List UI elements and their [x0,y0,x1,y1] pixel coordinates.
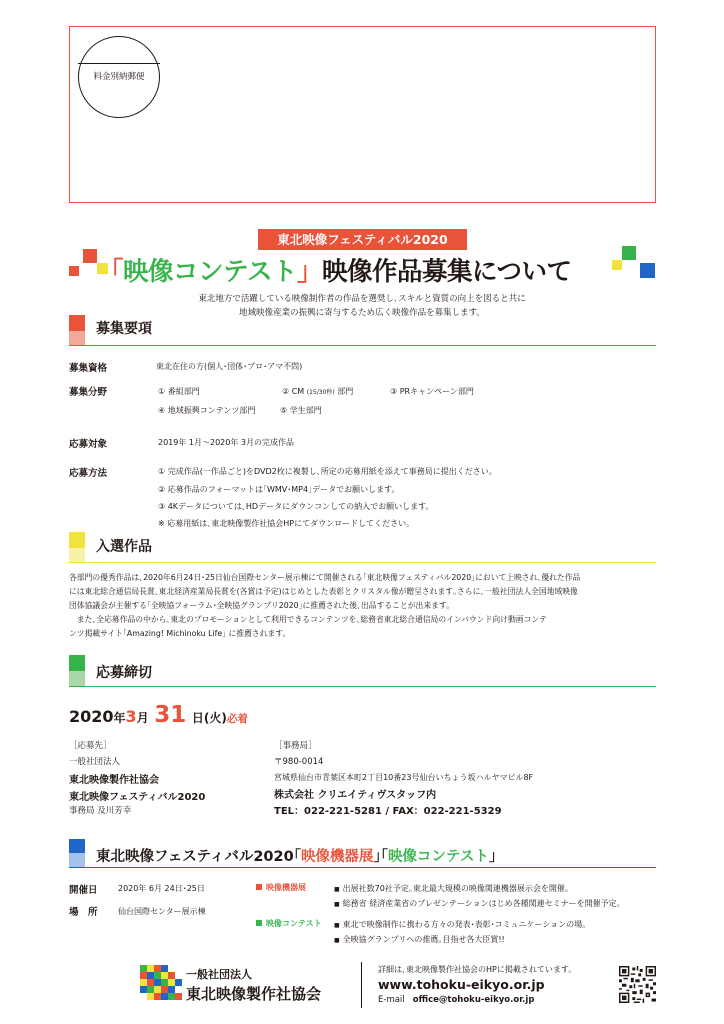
method-label: 応募方法 [69,468,108,479]
title-rest: 映像作品募集について [322,257,572,287]
category-5: ⑤ 学生部門 [280,406,322,415]
footer-email [378,995,534,1005]
festival-quote-close-1: ｣ [373,849,381,865]
contest-square-icon [256,920,262,926]
section-title-requirements: 募集要項 [96,321,152,337]
section-bar-yellow-top [69,532,85,548]
title-bracket-close: 」 [297,257,323,287]
section-line-festival [69,867,656,868]
festival-contest: 映像コンテスト [387,849,489,865]
postage-label: 料金別納郵便 [93,72,145,82]
contest-item-2: ■ 全映協グランプリへの推薦｡目指せ各大臣賞!! [334,934,505,945]
method-2: ② 応募作品のフォーマットは｢WMV･MP4｣データでお願いします。 [158,485,400,494]
category-4: ④ 地域振興コンテンツ部門 [158,406,256,415]
section-title-deadline: 応募締切 [96,665,152,681]
exhibit-category [256,882,306,893]
section-bar-blue-top [69,839,85,853]
category-1: ① 番組部門 [158,387,200,396]
title-highlight: 映像コンテスト [123,257,297,287]
method-3: ③ 4Kデータについては､HDデータにダウンコンしての納入でお願いします。 [158,502,434,511]
category-2-suffix: 部門 [337,387,354,396]
section-line-selection [69,562,656,563]
contact-left-org-type: 一般社団法人 [69,757,121,767]
exhibit-item-1: ■ 出展社数70社予定｡東北最大規模の映像関連機器展示会を開催。 [334,883,573,894]
selection-line-5: ンツ掲載サイト｢Amazing! Michinoku Life｣ に推薦されます。 [69,629,291,638]
contest-category [256,918,322,929]
section-line-deadline [69,686,656,687]
contact-right-address: 宮城県仙台市青葉区本町2丁目10番23号仙台いちょう坂ハルヤマビル8F [274,773,534,782]
contest-category-label: 映像コンテスト [266,919,322,928]
deadline-weekday: (火) [203,711,227,725]
deadline-day-unit: 日 [191,711,204,725]
method-note: ※ 応募用紙は､東北映像製作社協会HPにてダウンロードしてください。 [158,519,415,528]
postage-stamp-line [78,63,160,64]
deadline-year: 2020 [69,707,114,726]
intro-line-1: 東北地方で活躍している映像制作者の作品を選奨し､スキルと資質の向上を図ると共に [198,294,526,304]
categories-label: 募集分野 [69,387,108,398]
footer-note: 詳細は､東北映像製作社協会のHPに掲載されています。 [378,965,577,974]
festival-title-prefix: 東北映像フェスティバル2020 [96,849,294,865]
deco-square-red [83,249,97,263]
contact-left-heading: ［応募先］ [69,741,112,751]
target-value: 2019年 1月～2020年 3月の完成作品 [158,438,294,447]
address-box [69,26,656,203]
category-2-name: ② CM [282,387,305,396]
selection-line-2: には東北総合通信局長賞､東北経済産業局長賞を(各賞は予定)はじめとした表彰とクリスタル像が贈呈されます｡さらに､一般社団法人全国地域映像 [69,587,578,596]
section-bar-red-top [69,315,85,331]
method-1: ① 完成作品(一作品ごと)をDVD2枚に複製し､所定の応募用紙を添えて事務局に提出ください。 [158,467,497,476]
qr-code-icon [619,966,656,1003]
selection-line-1: 各部門の優秀作品は､2020年6月24日･25日仙台国際センター展示棟にて開催される｢東北映像フェスティバル2020｣において上映され､優れた作品 [69,573,581,582]
contest-item-1: ■ 東北で映像制作に携わる方々の発表･表彰･コミュニケーションの場。 [334,919,590,930]
selection-line-4: また､全応募作品の中から､東北のプロモーションとして利用できるコンテンツを､総務省東北総合通信局のインバウンド向け動画コンテ [69,615,547,624]
deco-square-blue [640,263,655,278]
contact-right-heading: ［事務局］ [274,741,317,751]
section-line-requirements [69,345,656,346]
festival-quote-open-1: ｢ [293,849,301,865]
deco-square-red-small [69,266,79,276]
festival-title [96,845,496,866]
section-bar-green-bottom [69,671,85,686]
footer-url-link[interactable]: www.tohoku-eikyo.or.jp [378,977,545,992]
section-title-selection: 入選作品 [96,539,152,555]
selection-line-3: 団体協議会が主催する｢全映協フォーラム･全映協グランプリ2020｣に推薦された後､出品することが出来ます。 [69,601,454,610]
deadline-year-unit: 年 [113,711,126,725]
festival-exhibit: 映像機器展 [300,849,374,865]
exhibit-square-icon [256,884,262,890]
title-bracket-open: 「 [98,257,124,287]
contact-left-event: 東北映像フェスティバル2020 [69,792,206,803]
category-3: ③ PRキャンペーン部門 [390,387,474,396]
festival-place-value: 仙台国際センター展示棟 [118,907,206,916]
footer-email-link[interactable]: office@tohoku-eikyo.or.jp [412,995,535,1005]
deadline-day: 31 [154,702,187,728]
contact-right-company: 株式会社 クリエイティヴスタッフ内 [274,790,437,801]
main-title [98,253,630,291]
footer-org-type: 一般社団法人 [186,968,252,981]
festival-badge: 東北映像フェスティバル2020 [258,229,467,250]
footer-divider [361,962,362,1008]
target-label: 応募対象 [69,439,108,450]
festival-quote-open-2: ｢ [380,849,388,865]
section-bar-red-bottom [69,331,85,345]
contact-right-zip: 〒980-0014 [274,757,324,767]
section-bar-yellow-bottom [69,548,85,562]
exhibit-item-2: ■ 総務省 経済産業省のプレゼンテーションはじめ各種関連セミナーを開催予定。 [334,898,625,909]
eligibility-value: 東北在住の方(個人･団体･プロ･アマ不問) [156,362,303,371]
exhibit-category-label: 映像機器展 [266,883,306,892]
eligibility-label: 募集資格 [69,363,108,374]
deadline-date [69,702,248,728]
contact-left-org: 東北映像製作社協会 [69,775,159,786]
contact-left-person: 事務局 及川芳幸 [69,806,132,816]
section-bar-blue-bottom [69,853,85,867]
festival-date-label: 開催日 [69,885,98,896]
deadline-must: 必着 [226,713,248,725]
category-2 [282,386,353,397]
category-2-duration: (15/30秒) [306,389,335,396]
festival-date-value: 2020年 6月 24日･25日 [118,884,205,893]
section-bar-green-top [69,655,85,671]
organization-logo-icon [140,965,182,1005]
festival-quote-close-2: ｣ [488,849,497,865]
footer-org-name: 東北映像製作社協会 [186,985,322,1003]
footer-email-label: E-mail [378,995,405,1005]
festival-place-label: 場 所 [69,907,98,918]
deadline-month-unit: 月 [136,711,149,725]
intro-line-2: 地域映像産業の振興に寄与するため広く映像作品を募集します。 [239,308,485,318]
contact-right-tel-fax: TEL：022-221-5281 / FAX：022-221-5329 [274,806,502,817]
deadline-month: 3 [125,707,137,726]
